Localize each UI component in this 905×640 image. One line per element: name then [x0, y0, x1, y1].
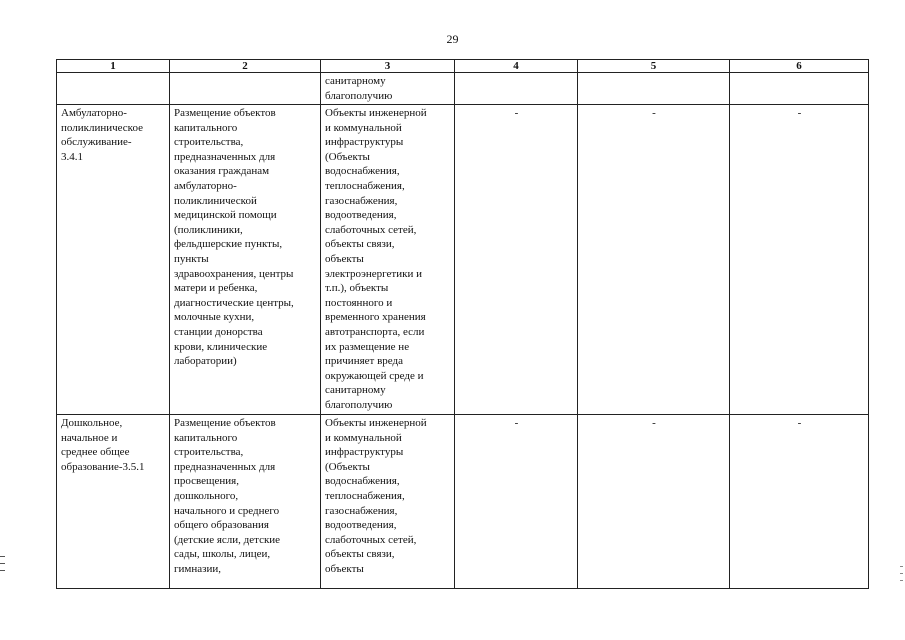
cell-empty: [578, 73, 730, 105]
cell-col5: -: [578, 415, 730, 589]
table-header-row: [57, 60, 869, 73]
cell-line: инфраструктуры: [325, 136, 404, 149]
cell-line: их размещение не: [325, 340, 410, 353]
cell-line: амбулаторно-: [174, 179, 237, 192]
page-number: 29: [446, 32, 459, 46]
cell-line: т.п.), объекты: [325, 282, 389, 295]
cell-line: водоснабжения,: [325, 165, 400, 178]
cell-lines: [61, 106, 166, 164]
cell-line: благополучию: [325, 89, 393, 102]
cell-line: газоснабжения,: [325, 194, 398, 207]
cell-line: Размещение объектов: [174, 417, 276, 429]
cell-description: [170, 105, 321, 415]
cell-restrictions: [321, 73, 455, 105]
cell-line: пункты: [174, 252, 209, 265]
cell-line: Размещение объектов: [174, 107, 276, 119]
scan-edge-marks-right: [900, 566, 903, 584]
cell-land-use-type: [57, 415, 170, 589]
cell-line: капитального: [174, 431, 238, 444]
cell-line: временного хранения: [325, 311, 426, 324]
cell-line: электроэнергетики и: [325, 267, 422, 280]
cell-line: (поликлиники,: [174, 223, 243, 236]
cell-line: оказания гражданам: [174, 165, 270, 178]
cell-line: обслуживание-: [61, 136, 132, 149]
cell-line: объекты связи,: [325, 238, 395, 251]
cell-line: водоотведения,: [325, 209, 397, 222]
cell-line: Объекты инженерной: [325, 107, 427, 119]
cell-auxiliary-use: [321, 105, 455, 415]
cell-line: объекты: [325, 562, 364, 575]
cell-line: инфраструктуры: [325, 446, 404, 459]
cell-line: постоянного и: [325, 296, 393, 309]
table-row-ambulatory: [57, 105, 869, 415]
cell-line: объекты: [325, 252, 364, 265]
cell-line: автотранспорта, если: [325, 325, 425, 338]
cell-line: предназначенных для: [174, 150, 276, 163]
cell-line: (Объекты: [325, 460, 370, 473]
cell-line: строительства,: [174, 136, 244, 149]
cell-empty: [455, 73, 578, 105]
cell-line: слаботочных сетей,: [325, 533, 417, 546]
cell-line: начального и среднего: [174, 504, 280, 517]
cell-line: объекты связи,: [325, 548, 395, 561]
cell-empty: [170, 73, 321, 105]
cell-line: теплоснабжения,: [325, 179, 405, 192]
cell-line: водоотведения,: [325, 519, 397, 532]
cell-line: диагностические центры,: [174, 296, 294, 309]
cell-line: начальное и: [61, 431, 118, 444]
cell-line: просвещения,: [174, 475, 239, 488]
cell-line: крови, клинические: [174, 340, 268, 353]
cell-lines: [61, 416, 166, 474]
cell-line: теплоснабжения,: [325, 489, 405, 502]
table-row-education: [57, 415, 869, 589]
cell-line: молочные кухни,: [174, 311, 255, 324]
cell-line: среднее общее: [61, 446, 130, 459]
column-header-4: 4: [455, 60, 578, 73]
cell-lines: [325, 74, 451, 103]
cell-line: водоснабжения,: [325, 475, 400, 488]
cell-line: Дошкольное,: [61, 417, 123, 429]
cell-line: газоснабжения,: [325, 504, 398, 517]
cell-line: окружающей среде и: [325, 369, 424, 382]
scan-edge-marks: [0, 556, 6, 580]
cell-line: дошкольного,: [174, 489, 239, 502]
cell-line: предназначенных для: [174, 460, 276, 473]
cell-line: станции донорства: [174, 325, 263, 338]
cell-col6: -: [730, 105, 869, 415]
cell-col4: -: [455, 105, 578, 415]
cell-line: санитарному: [325, 75, 386, 87]
column-header-3: 3: [321, 60, 455, 73]
cell-line: (детские ясли, детские: [174, 533, 281, 546]
cell-line: капитального: [174, 121, 238, 134]
cell-empty: [730, 73, 869, 105]
cell-col6: -: [730, 415, 869, 589]
cell-land-use-type: [57, 105, 170, 415]
cell-line: слаботочных сетей,: [325, 223, 417, 236]
cell-col5: -: [578, 105, 730, 415]
cell-line: здравоохранения, центры: [174, 267, 294, 280]
cell-line: образование-3.5.1: [61, 460, 145, 473]
table-row-continuation: [57, 73, 869, 105]
cell-line: гимназии,: [174, 562, 221, 575]
cell-line: Объекты инженерной: [325, 417, 427, 429]
cell-lines: [174, 106, 317, 369]
cell-line: и коммунальной: [325, 121, 402, 134]
cell-line: санитарному: [325, 384, 386, 397]
cell-empty: [57, 73, 170, 105]
cell-col4: -: [455, 415, 578, 589]
cell-line: благополучию: [325, 398, 393, 411]
cell-description: [170, 415, 321, 589]
cell-lines: [325, 416, 451, 577]
cell-line: сады, школы, лицеи,: [174, 548, 271, 561]
column-header-5: 5: [578, 60, 730, 73]
cell-line: общего образования: [174, 519, 269, 532]
cell-lines: [325, 106, 451, 412]
cell-auxiliary-use: [321, 415, 455, 589]
cell-line: матери и ребенка,: [174, 282, 258, 295]
cell-line: поликлиническое: [61, 121, 143, 134]
cell-line: (Объекты: [325, 150, 370, 163]
cell-line: и коммунальной: [325, 431, 402, 444]
cell-line: 3.4.1: [61, 150, 83, 163]
column-header-1: 1: [57, 60, 170, 73]
column-header-2: 2: [170, 60, 321, 73]
cell-line: фельдшерские пункты,: [174, 238, 283, 251]
cell-lines: [174, 416, 317, 577]
cell-line: лаборатории): [174, 355, 237, 368]
cell-line: медицинской помощи: [174, 209, 277, 222]
zoning-table: [56, 59, 869, 589]
cell-line: Амбулаторно-: [61, 107, 127, 119]
cell-line: строительства,: [174, 446, 244, 459]
cell-line: поликлинической: [174, 194, 257, 207]
column-header-6: 6: [730, 60, 869, 73]
cell-line: причиняет вреда: [325, 355, 403, 368]
